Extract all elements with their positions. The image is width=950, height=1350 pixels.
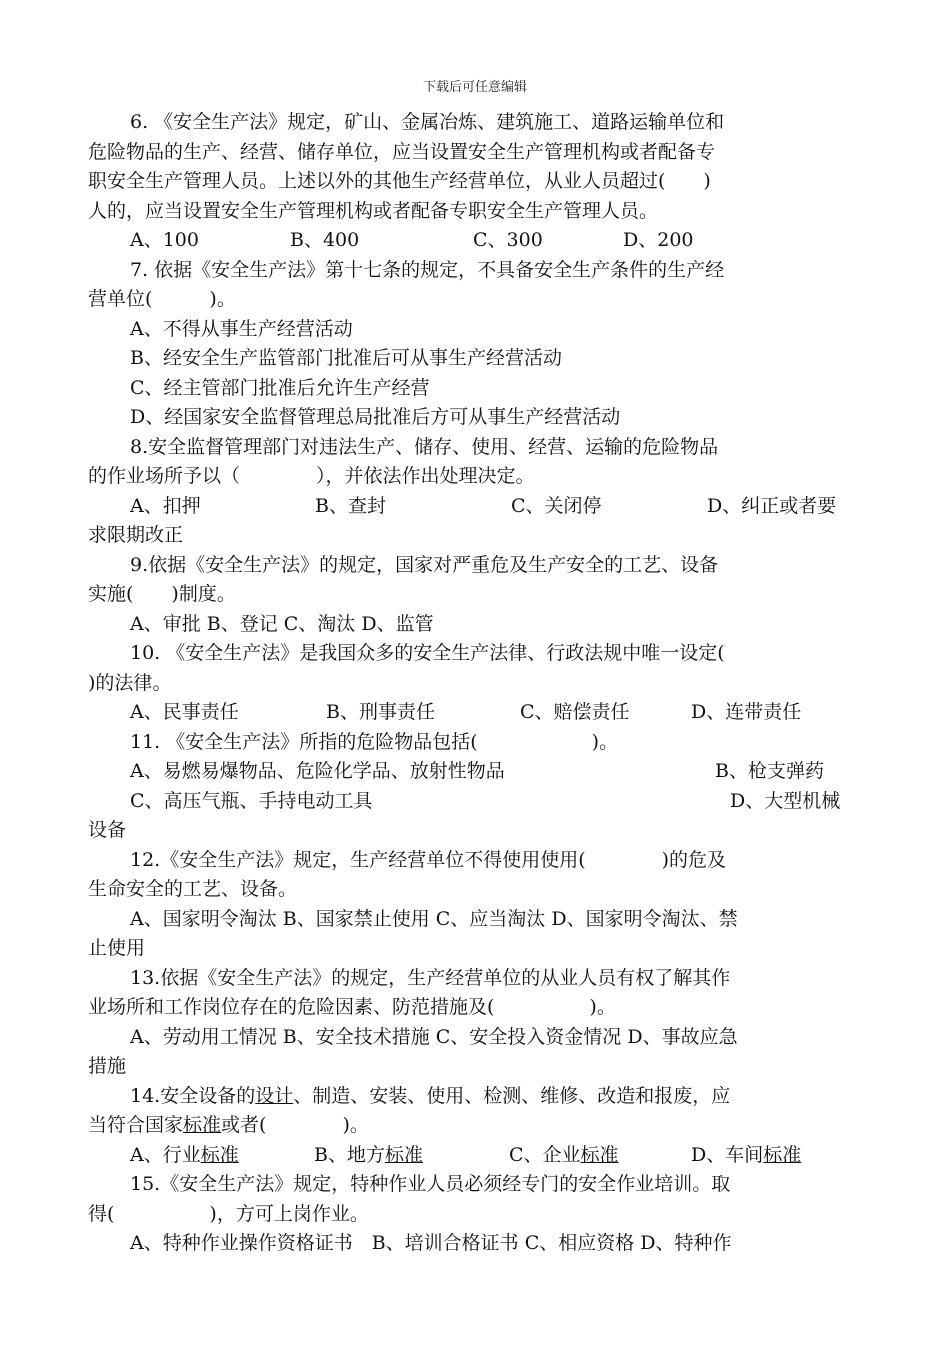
q11-options-ab (88, 757, 858, 787)
q14-option-b-standard: 标准 (384, 1143, 423, 1166)
page-header: 下载后可任意编辑 (422, 80, 527, 95)
q9-options: A、审批 B、登记 C、淘汰 D、监管 (130, 612, 434, 635)
q6-line-4: 人的，应当设置安全生产管理机构或者配备专职安全生产管理人员。 (88, 199, 659, 222)
q10-option-b: B、刑事责任 (326, 701, 435, 723)
q12-options: A、国家明令淘汰 B、国家禁止使用 C、应当淘汰 D、国家明令淘汰、禁 (130, 907, 738, 930)
q13-line-2: 业场所和工作岗位存在的危险因素、防范措施及( )。 (88, 996, 616, 1018)
q11-line-1: 11. 《安全生产法》所指的危险物品包括( )。 (130, 730, 619, 753)
q10-line-1: 10. 《安全生产法》是我国众多的安全生产法律、行政法规中唯一设定( (130, 642, 725, 664)
q10-options (88, 698, 858, 728)
q6-option-d: D、200 (623, 229, 694, 251)
q11-options-cd (88, 787, 858, 817)
q8-option-b: B、查封 (315, 494, 386, 517)
q14-link-standard: 标准 (183, 1114, 222, 1136)
q11-option-b: B、枪支弹药 (715, 760, 824, 782)
q14-option-d (691, 1141, 801, 1171)
q6-option-a: A、100 (130, 229, 199, 251)
q14-option-b-text: B、地方 (314, 1143, 385, 1166)
q6-options (88, 226, 858, 256)
q8-option-a: A、扣押 (130, 494, 201, 517)
q6-line-2: 危险物品的生产、经营、储存单位，应当设置安全生产管理机构或者配备专 (88, 140, 716, 163)
q14-option-d-text: D、车间 (691, 1143, 764, 1166)
q6-line-3: 职安全生产管理人员。上述以外的其他生产经营单位，从业人员超过( ) (88, 170, 711, 192)
q13-options: A、劳动用工情况 B、安全技术措施 C、安全投入资金情况 D、事故应急 (130, 1025, 738, 1048)
q8-options (88, 492, 858, 522)
q14-text-4: 或者( )。 (221, 1114, 369, 1136)
q14-text-1: 14.安全设备的 (130, 1084, 256, 1107)
q8-line-2: 的作业场所予以（ ），并依法作出处理决定。 (88, 465, 535, 487)
q7-option-c: C、经主管部门批准后允许生产经营 (130, 376, 430, 399)
q7-line-1: 7. 依据《安全生产法》第十七条的规定，不具备安全生产条件的生产经 (130, 258, 725, 281)
q14-option-b (314, 1141, 509, 1171)
q15-options: A、特种作业操作资格证书 B、培训合格证书 C、相应资格 D、特种作 (130, 1232, 732, 1254)
q12-line-1: 12.《安全生产法》规定，生产经营单位不得使用使用( )的危及 (130, 848, 727, 871)
q14-line-2 (88, 1111, 858, 1141)
q8-line-4: 求限期改正 (88, 524, 184, 546)
q11-option-d: D、大型机械 (730, 789, 841, 812)
q8-line-1: 8.安全监督管理部门对违法生产、储存、使用、经营、运输的危险物品 (130, 435, 719, 458)
q7-option-b: B、经安全生产监管部门批准后可从事生产经营活动 (130, 347, 562, 369)
q14-text-3: 当符合国家 (88, 1114, 184, 1136)
q6-option-c: C、300 (473, 229, 543, 251)
q14-options (88, 1141, 858, 1171)
q8-option-d: D、纠正或者要 (707, 494, 837, 517)
q9-line-2: 实施( )制度。 (88, 583, 236, 605)
q10-option-a: A、民事责任 (130, 701, 239, 723)
q7-option-d: D、经国家安全监督管理总局批准后方可从事生产经营活动 (130, 406, 621, 428)
q13-line-1: 13.依据《安全生产法》的规定，生产经营单位的从业人员有权了解其作 (130, 966, 731, 989)
q10-line-2: )的法律。 (88, 671, 172, 694)
q14-option-c-text: C、企业 (509, 1143, 581, 1166)
q14-link-design: 设计 (255, 1084, 294, 1107)
document-body (88, 108, 858, 1259)
q10-option-d: D、连带责任 (691, 701, 802, 723)
q15-line-1: 15.《安全生产法》规定，特种作业人员必须经专门的安全作业培训。取 (130, 1173, 731, 1195)
q14-option-c (509, 1141, 691, 1171)
q11-line-4: 设备 (88, 819, 127, 841)
q7-option-a: A、不得从事生产经营活动 (130, 317, 353, 340)
q14-option-a (130, 1141, 314, 1171)
q9-line-1: 9.依据《安全生产法》的规定，国家对严重危及生产安全的工艺、设备 (130, 553, 719, 576)
q8-option-c: C、关闭停 (511, 494, 602, 517)
q11-option-a: A、易燃易爆物品、危险化学品、放射性物品 (130, 760, 505, 782)
q6-line-1: 6. 《安全生产法》规定，矿山、金属冶炼、建筑施工、道路运输单位和 (130, 111, 725, 133)
q15-line-2: 得( )，方可上岗作业。 (88, 1202, 369, 1225)
q12-line-2: 生命安全的工艺、设备。 (88, 878, 298, 900)
q7-line-2: 营单位( )。 (88, 288, 236, 310)
q14-option-a-standard: 标准 (200, 1143, 239, 1166)
q14-option-a-text: A、行业 (130, 1143, 201, 1166)
q14-option-d-standard: 标准 (763, 1143, 802, 1166)
q10-option-c: C、赔偿责任 (520, 701, 630, 723)
q6-option-b: B、400 (290, 229, 360, 251)
q14-line-1 (88, 1082, 858, 1112)
q11-option-c: C、高压气瓶、手持电动工具 (130, 789, 373, 812)
q14-text-2: 、制造、安装、使用、检测、维修、改造和报废，应 (293, 1084, 731, 1107)
q12-line-4: 止使用 (88, 937, 146, 959)
q13-line-4: 措施 (88, 1055, 127, 1077)
q14-option-c-standard: 标准 (580, 1143, 619, 1166)
